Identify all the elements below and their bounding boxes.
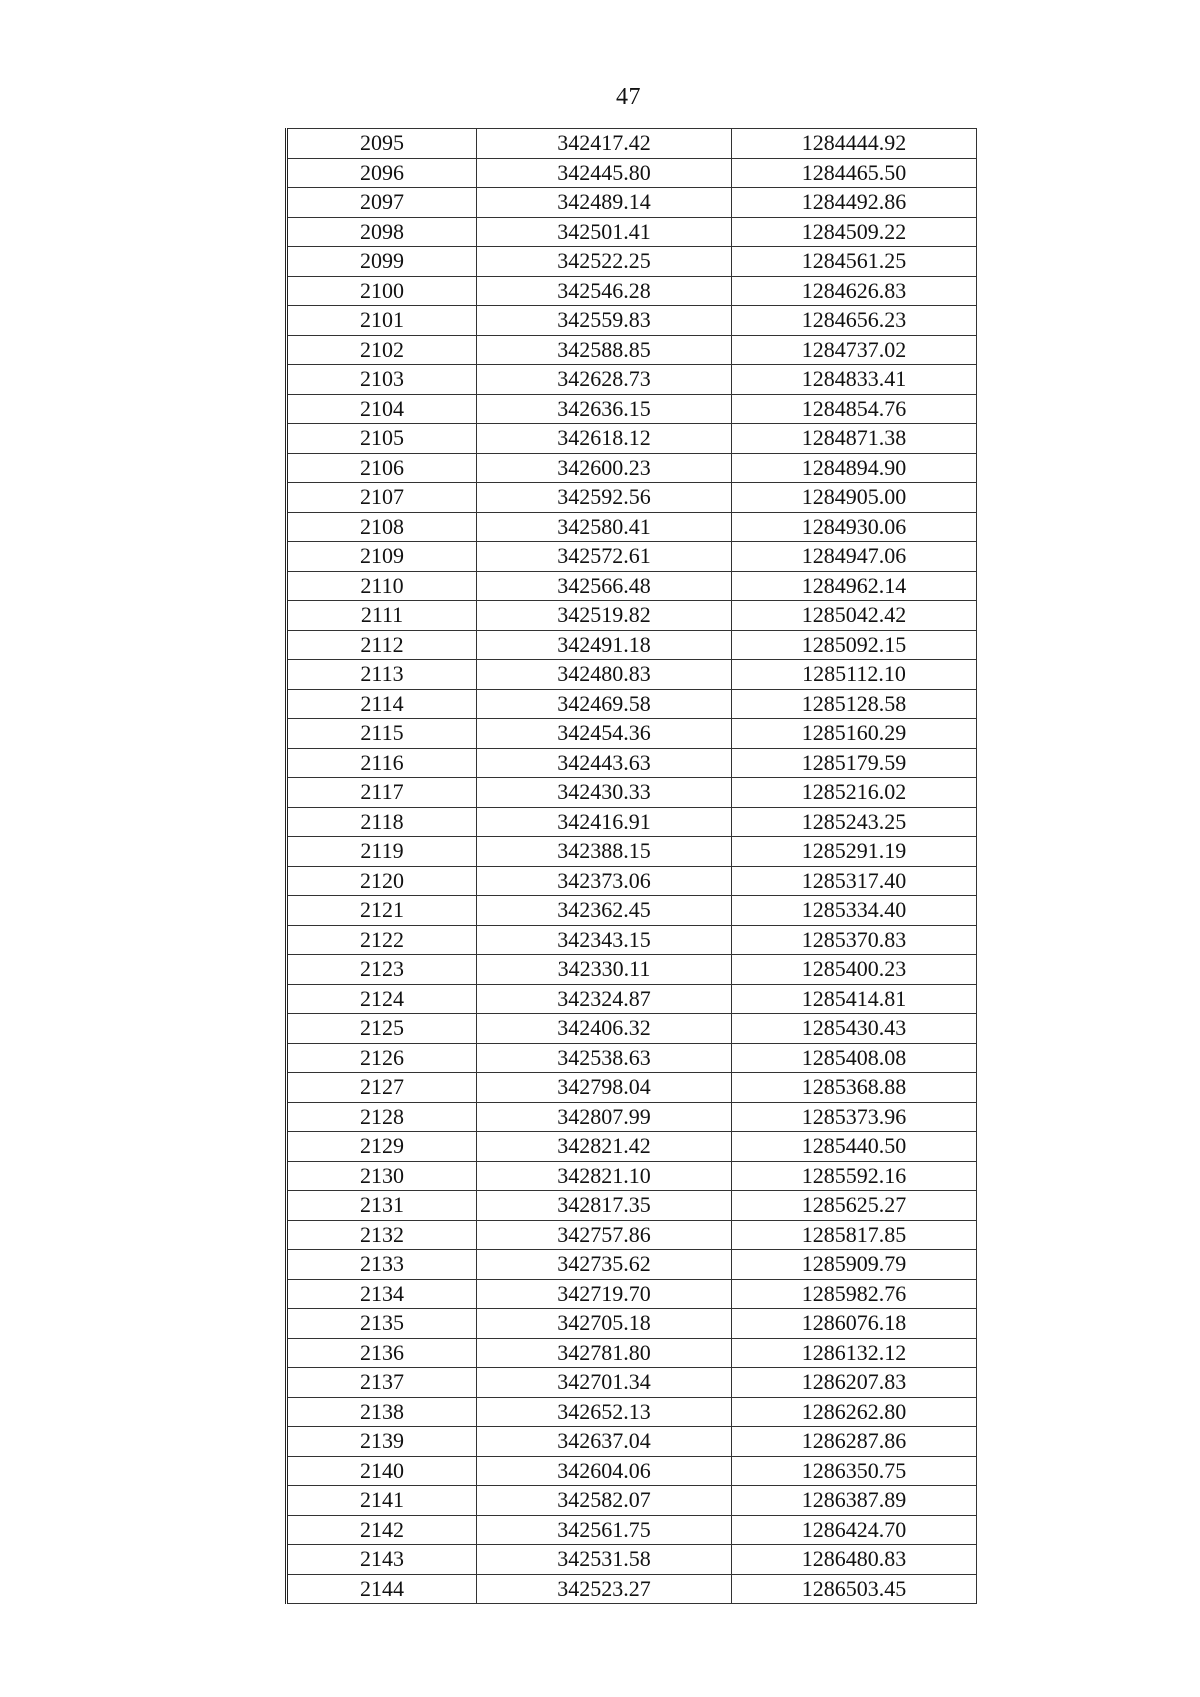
table-row bbox=[287, 394, 977, 424]
point-number-cell: 2105 bbox=[287, 424, 477, 454]
x-coordinate-cell: 342628.73 bbox=[477, 365, 732, 395]
y-coordinate-cell: 1285400.23 bbox=[732, 955, 977, 985]
point-number-cell: 2121 bbox=[287, 896, 477, 926]
y-coordinate-cell: 1285430.43 bbox=[732, 1014, 977, 1044]
table-body bbox=[287, 129, 977, 1604]
y-coordinate-cell: 1285592.16 bbox=[732, 1161, 977, 1191]
table-row bbox=[287, 188, 977, 218]
point-number-cell: 2120 bbox=[287, 866, 477, 896]
point-number-cell: 2095 bbox=[287, 129, 477, 159]
table-row bbox=[287, 247, 977, 277]
table-row bbox=[287, 158, 977, 188]
x-coordinate-cell: 342652.13 bbox=[477, 1397, 732, 1427]
x-coordinate-cell: 342592.56 bbox=[477, 483, 732, 513]
point-number-cell: 2106 bbox=[287, 453, 477, 483]
y-coordinate-cell: 1285414.81 bbox=[732, 984, 977, 1014]
point-number-cell: 2125 bbox=[287, 1014, 477, 1044]
x-coordinate-cell: 342735.62 bbox=[477, 1250, 732, 1280]
y-coordinate-cell: 1284626.83 bbox=[732, 276, 977, 306]
x-coordinate-cell: 342519.82 bbox=[477, 601, 732, 631]
table-row bbox=[287, 1014, 977, 1044]
table-row bbox=[287, 1191, 977, 1221]
y-coordinate-cell: 1285112.10 bbox=[732, 660, 977, 690]
y-coordinate-cell: 1285317.40 bbox=[732, 866, 977, 896]
table-row bbox=[287, 1073, 977, 1103]
table-row bbox=[287, 453, 977, 483]
point-number-cell: 2116 bbox=[287, 748, 477, 778]
point-number-cell: 2126 bbox=[287, 1043, 477, 1073]
x-coordinate-cell: 342559.83 bbox=[477, 306, 732, 336]
point-number-cell: 2096 bbox=[287, 158, 477, 188]
point-number-cell: 2108 bbox=[287, 512, 477, 542]
y-coordinate-cell: 1284947.06 bbox=[732, 542, 977, 572]
table-row bbox=[287, 925, 977, 955]
y-coordinate-cell: 1286076.18 bbox=[732, 1309, 977, 1339]
table-row bbox=[287, 1279, 977, 1309]
table-row bbox=[287, 896, 977, 926]
x-coordinate-cell: 342417.42 bbox=[477, 129, 732, 159]
table-row bbox=[287, 306, 977, 336]
point-number-cell: 2142 bbox=[287, 1515, 477, 1545]
point-number-cell: 2128 bbox=[287, 1102, 477, 1132]
y-coordinate-cell: 1284561.25 bbox=[732, 247, 977, 277]
x-coordinate-cell: 342781.80 bbox=[477, 1338, 732, 1368]
y-coordinate-cell: 1285334.40 bbox=[732, 896, 977, 926]
x-coordinate-cell: 342343.15 bbox=[477, 925, 732, 955]
point-number-cell: 2127 bbox=[287, 1073, 477, 1103]
y-coordinate-cell: 1284509.22 bbox=[732, 217, 977, 247]
point-number-cell: 2119 bbox=[287, 837, 477, 867]
table-row bbox=[287, 1545, 977, 1575]
y-coordinate-cell: 1284444.92 bbox=[732, 129, 977, 159]
x-coordinate-cell: 342588.85 bbox=[477, 335, 732, 365]
page-number: 47 bbox=[616, 84, 641, 110]
point-number-cell: 2104 bbox=[287, 394, 477, 424]
point-number-cell: 2102 bbox=[287, 335, 477, 365]
point-number-cell: 2111 bbox=[287, 601, 477, 631]
table-row bbox=[287, 984, 977, 1014]
point-number-cell: 2137 bbox=[287, 1368, 477, 1398]
y-coordinate-cell: 1285440.50 bbox=[732, 1132, 977, 1162]
x-coordinate-cell: 342531.58 bbox=[477, 1545, 732, 1575]
table-row bbox=[287, 1338, 977, 1368]
table-row bbox=[287, 630, 977, 660]
y-coordinate-cell: 1285042.42 bbox=[732, 601, 977, 631]
point-number-cell: 2131 bbox=[287, 1191, 477, 1221]
point-number-cell: 2144 bbox=[287, 1574, 477, 1604]
point-number-cell: 2123 bbox=[287, 955, 477, 985]
point-number-cell: 2098 bbox=[287, 217, 477, 247]
point-number-cell: 2133 bbox=[287, 1250, 477, 1280]
y-coordinate-cell: 1286503.45 bbox=[732, 1574, 977, 1604]
table-row bbox=[287, 601, 977, 631]
x-coordinate-cell: 342719.70 bbox=[477, 1279, 732, 1309]
point-number-cell: 2114 bbox=[287, 689, 477, 719]
table-row bbox=[287, 1043, 977, 1073]
x-coordinate-cell: 342388.15 bbox=[477, 837, 732, 867]
point-number-cell: 2141 bbox=[287, 1486, 477, 1516]
point-number-cell: 2143 bbox=[287, 1545, 477, 1575]
x-coordinate-cell: 342489.14 bbox=[477, 188, 732, 218]
y-coordinate-cell: 1284871.38 bbox=[732, 424, 977, 454]
coordinates-table bbox=[285, 128, 977, 1604]
table-row bbox=[287, 217, 977, 247]
x-coordinate-cell: 342637.04 bbox=[477, 1427, 732, 1457]
table-row bbox=[287, 719, 977, 749]
y-coordinate-cell: 1284737.02 bbox=[732, 335, 977, 365]
y-coordinate-cell: 1284656.23 bbox=[732, 306, 977, 336]
table-row bbox=[287, 335, 977, 365]
point-number-cell: 2103 bbox=[287, 365, 477, 395]
y-coordinate-cell: 1286207.83 bbox=[732, 1368, 977, 1398]
y-coordinate-cell: 1285982.76 bbox=[732, 1279, 977, 1309]
x-coordinate-cell: 342454.36 bbox=[477, 719, 732, 749]
point-number-cell: 2110 bbox=[287, 571, 477, 601]
point-number-cell: 2132 bbox=[287, 1220, 477, 1250]
x-coordinate-cell: 342821.10 bbox=[477, 1161, 732, 1191]
table-row bbox=[287, 1397, 977, 1427]
x-coordinate-cell: 342817.35 bbox=[477, 1191, 732, 1221]
point-number-cell: 2115 bbox=[287, 719, 477, 749]
table-row bbox=[287, 483, 977, 513]
y-coordinate-cell: 1286350.75 bbox=[732, 1456, 977, 1486]
x-coordinate-cell: 342618.12 bbox=[477, 424, 732, 454]
table-row bbox=[287, 512, 977, 542]
point-number-cell: 2130 bbox=[287, 1161, 477, 1191]
y-coordinate-cell: 1285092.15 bbox=[732, 630, 977, 660]
point-number-cell: 2113 bbox=[287, 660, 477, 690]
x-coordinate-cell: 342324.87 bbox=[477, 984, 732, 1014]
point-number-cell: 2136 bbox=[287, 1338, 477, 1368]
table-row bbox=[287, 1161, 977, 1191]
table-row bbox=[287, 1102, 977, 1132]
point-number-cell: 2124 bbox=[287, 984, 477, 1014]
x-coordinate-cell: 342572.61 bbox=[477, 542, 732, 572]
y-coordinate-cell: 1286132.12 bbox=[732, 1338, 977, 1368]
table-row bbox=[287, 955, 977, 985]
table-row bbox=[287, 1368, 977, 1398]
table-row bbox=[287, 660, 977, 690]
table-row bbox=[287, 424, 977, 454]
x-coordinate-cell: 342330.11 bbox=[477, 955, 732, 985]
y-coordinate-cell: 1284930.06 bbox=[732, 512, 977, 542]
x-coordinate-cell: 342821.42 bbox=[477, 1132, 732, 1162]
x-coordinate-cell: 342600.23 bbox=[477, 453, 732, 483]
table-row bbox=[287, 365, 977, 395]
y-coordinate-cell: 1284465.50 bbox=[732, 158, 977, 188]
y-coordinate-cell: 1285909.79 bbox=[732, 1250, 977, 1280]
y-coordinate-cell: 1286387.89 bbox=[732, 1486, 977, 1516]
x-coordinate-cell: 342798.04 bbox=[477, 1073, 732, 1103]
y-coordinate-cell: 1285179.59 bbox=[732, 748, 977, 778]
x-coordinate-cell: 342406.32 bbox=[477, 1014, 732, 1044]
x-coordinate-cell: 342705.18 bbox=[477, 1309, 732, 1339]
y-coordinate-cell: 1285128.58 bbox=[732, 689, 977, 719]
y-coordinate-cell: 1285408.08 bbox=[732, 1043, 977, 1073]
point-number-cell: 2139 bbox=[287, 1427, 477, 1457]
x-coordinate-cell: 342445.80 bbox=[477, 158, 732, 188]
table-row bbox=[287, 1250, 977, 1280]
x-coordinate-cell: 342636.15 bbox=[477, 394, 732, 424]
table-row bbox=[287, 1515, 977, 1545]
table-row bbox=[287, 542, 977, 572]
x-coordinate-cell: 342580.41 bbox=[477, 512, 732, 542]
y-coordinate-cell: 1285373.96 bbox=[732, 1102, 977, 1132]
x-coordinate-cell: 342604.06 bbox=[477, 1456, 732, 1486]
point-number-cell: 2135 bbox=[287, 1309, 477, 1339]
table-row bbox=[287, 748, 977, 778]
x-coordinate-cell: 342523.27 bbox=[477, 1574, 732, 1604]
y-coordinate-cell: 1284833.41 bbox=[732, 365, 977, 395]
x-coordinate-cell: 342430.33 bbox=[477, 778, 732, 808]
y-coordinate-cell: 1286262.80 bbox=[732, 1397, 977, 1427]
point-number-cell: 2129 bbox=[287, 1132, 477, 1162]
point-number-cell: 2100 bbox=[287, 276, 477, 306]
x-coordinate-cell: 342480.83 bbox=[477, 660, 732, 690]
y-coordinate-cell: 1285160.29 bbox=[732, 719, 977, 749]
table-row bbox=[287, 1309, 977, 1339]
x-coordinate-cell: 342522.25 bbox=[477, 247, 732, 277]
table-row bbox=[287, 571, 977, 601]
point-number-cell: 2101 bbox=[287, 306, 477, 336]
point-number-cell: 2097 bbox=[287, 188, 477, 218]
y-coordinate-cell: 1286287.86 bbox=[732, 1427, 977, 1457]
y-coordinate-cell: 1286424.70 bbox=[732, 1515, 977, 1545]
x-coordinate-cell: 342469.58 bbox=[477, 689, 732, 719]
x-coordinate-cell: 342362.45 bbox=[477, 896, 732, 926]
table-row bbox=[287, 129, 977, 159]
point-number-cell: 2140 bbox=[287, 1456, 477, 1486]
y-coordinate-cell: 1285625.27 bbox=[732, 1191, 977, 1221]
y-coordinate-cell: 1285243.25 bbox=[732, 807, 977, 837]
x-coordinate-cell: 342443.63 bbox=[477, 748, 732, 778]
table-row bbox=[287, 689, 977, 719]
x-coordinate-cell: 342501.41 bbox=[477, 217, 732, 247]
point-number-cell: 2117 bbox=[287, 778, 477, 808]
table-row bbox=[287, 837, 977, 867]
point-number-cell: 2118 bbox=[287, 807, 477, 837]
table-row bbox=[287, 778, 977, 808]
x-coordinate-cell: 342701.34 bbox=[477, 1368, 732, 1398]
table-row bbox=[287, 1220, 977, 1250]
y-coordinate-cell: 1284854.76 bbox=[732, 394, 977, 424]
y-coordinate-cell: 1284492.86 bbox=[732, 188, 977, 218]
x-coordinate-cell: 342757.86 bbox=[477, 1220, 732, 1250]
point-number-cell: 2138 bbox=[287, 1397, 477, 1427]
point-number-cell: 2109 bbox=[287, 542, 477, 572]
x-coordinate-cell: 342582.07 bbox=[477, 1486, 732, 1516]
table-row bbox=[287, 807, 977, 837]
y-coordinate-cell: 1285291.19 bbox=[732, 837, 977, 867]
x-coordinate-cell: 342416.91 bbox=[477, 807, 732, 837]
y-coordinate-cell: 1284894.90 bbox=[732, 453, 977, 483]
table-row bbox=[287, 866, 977, 896]
point-number-cell: 2099 bbox=[287, 247, 477, 277]
y-coordinate-cell: 1284905.00 bbox=[732, 483, 977, 513]
x-coordinate-cell: 342538.63 bbox=[477, 1043, 732, 1073]
y-coordinate-cell: 1285216.02 bbox=[732, 778, 977, 808]
y-coordinate-cell: 1285817.85 bbox=[732, 1220, 977, 1250]
y-coordinate-cell: 1285368.88 bbox=[732, 1073, 977, 1103]
table-row bbox=[287, 276, 977, 306]
table-row bbox=[287, 1456, 977, 1486]
point-number-cell: 2134 bbox=[287, 1279, 477, 1309]
x-coordinate-cell: 342807.99 bbox=[477, 1102, 732, 1132]
point-number-cell: 2107 bbox=[287, 483, 477, 513]
x-coordinate-cell: 342491.18 bbox=[477, 630, 732, 660]
x-coordinate-cell: 342566.48 bbox=[477, 571, 732, 601]
table-row bbox=[287, 1427, 977, 1457]
y-coordinate-cell: 1286480.83 bbox=[732, 1545, 977, 1575]
table-row bbox=[287, 1132, 977, 1162]
y-coordinate-cell: 1285370.83 bbox=[732, 925, 977, 955]
table-row bbox=[287, 1574, 977, 1604]
table-row bbox=[287, 1486, 977, 1516]
point-number-cell: 2112 bbox=[287, 630, 477, 660]
y-coordinate-cell: 1284962.14 bbox=[732, 571, 977, 601]
point-number-cell: 2122 bbox=[287, 925, 477, 955]
x-coordinate-cell: 342561.75 bbox=[477, 1515, 732, 1545]
x-coordinate-cell: 342546.28 bbox=[477, 276, 732, 306]
x-coordinate-cell: 342373.06 bbox=[477, 866, 732, 896]
